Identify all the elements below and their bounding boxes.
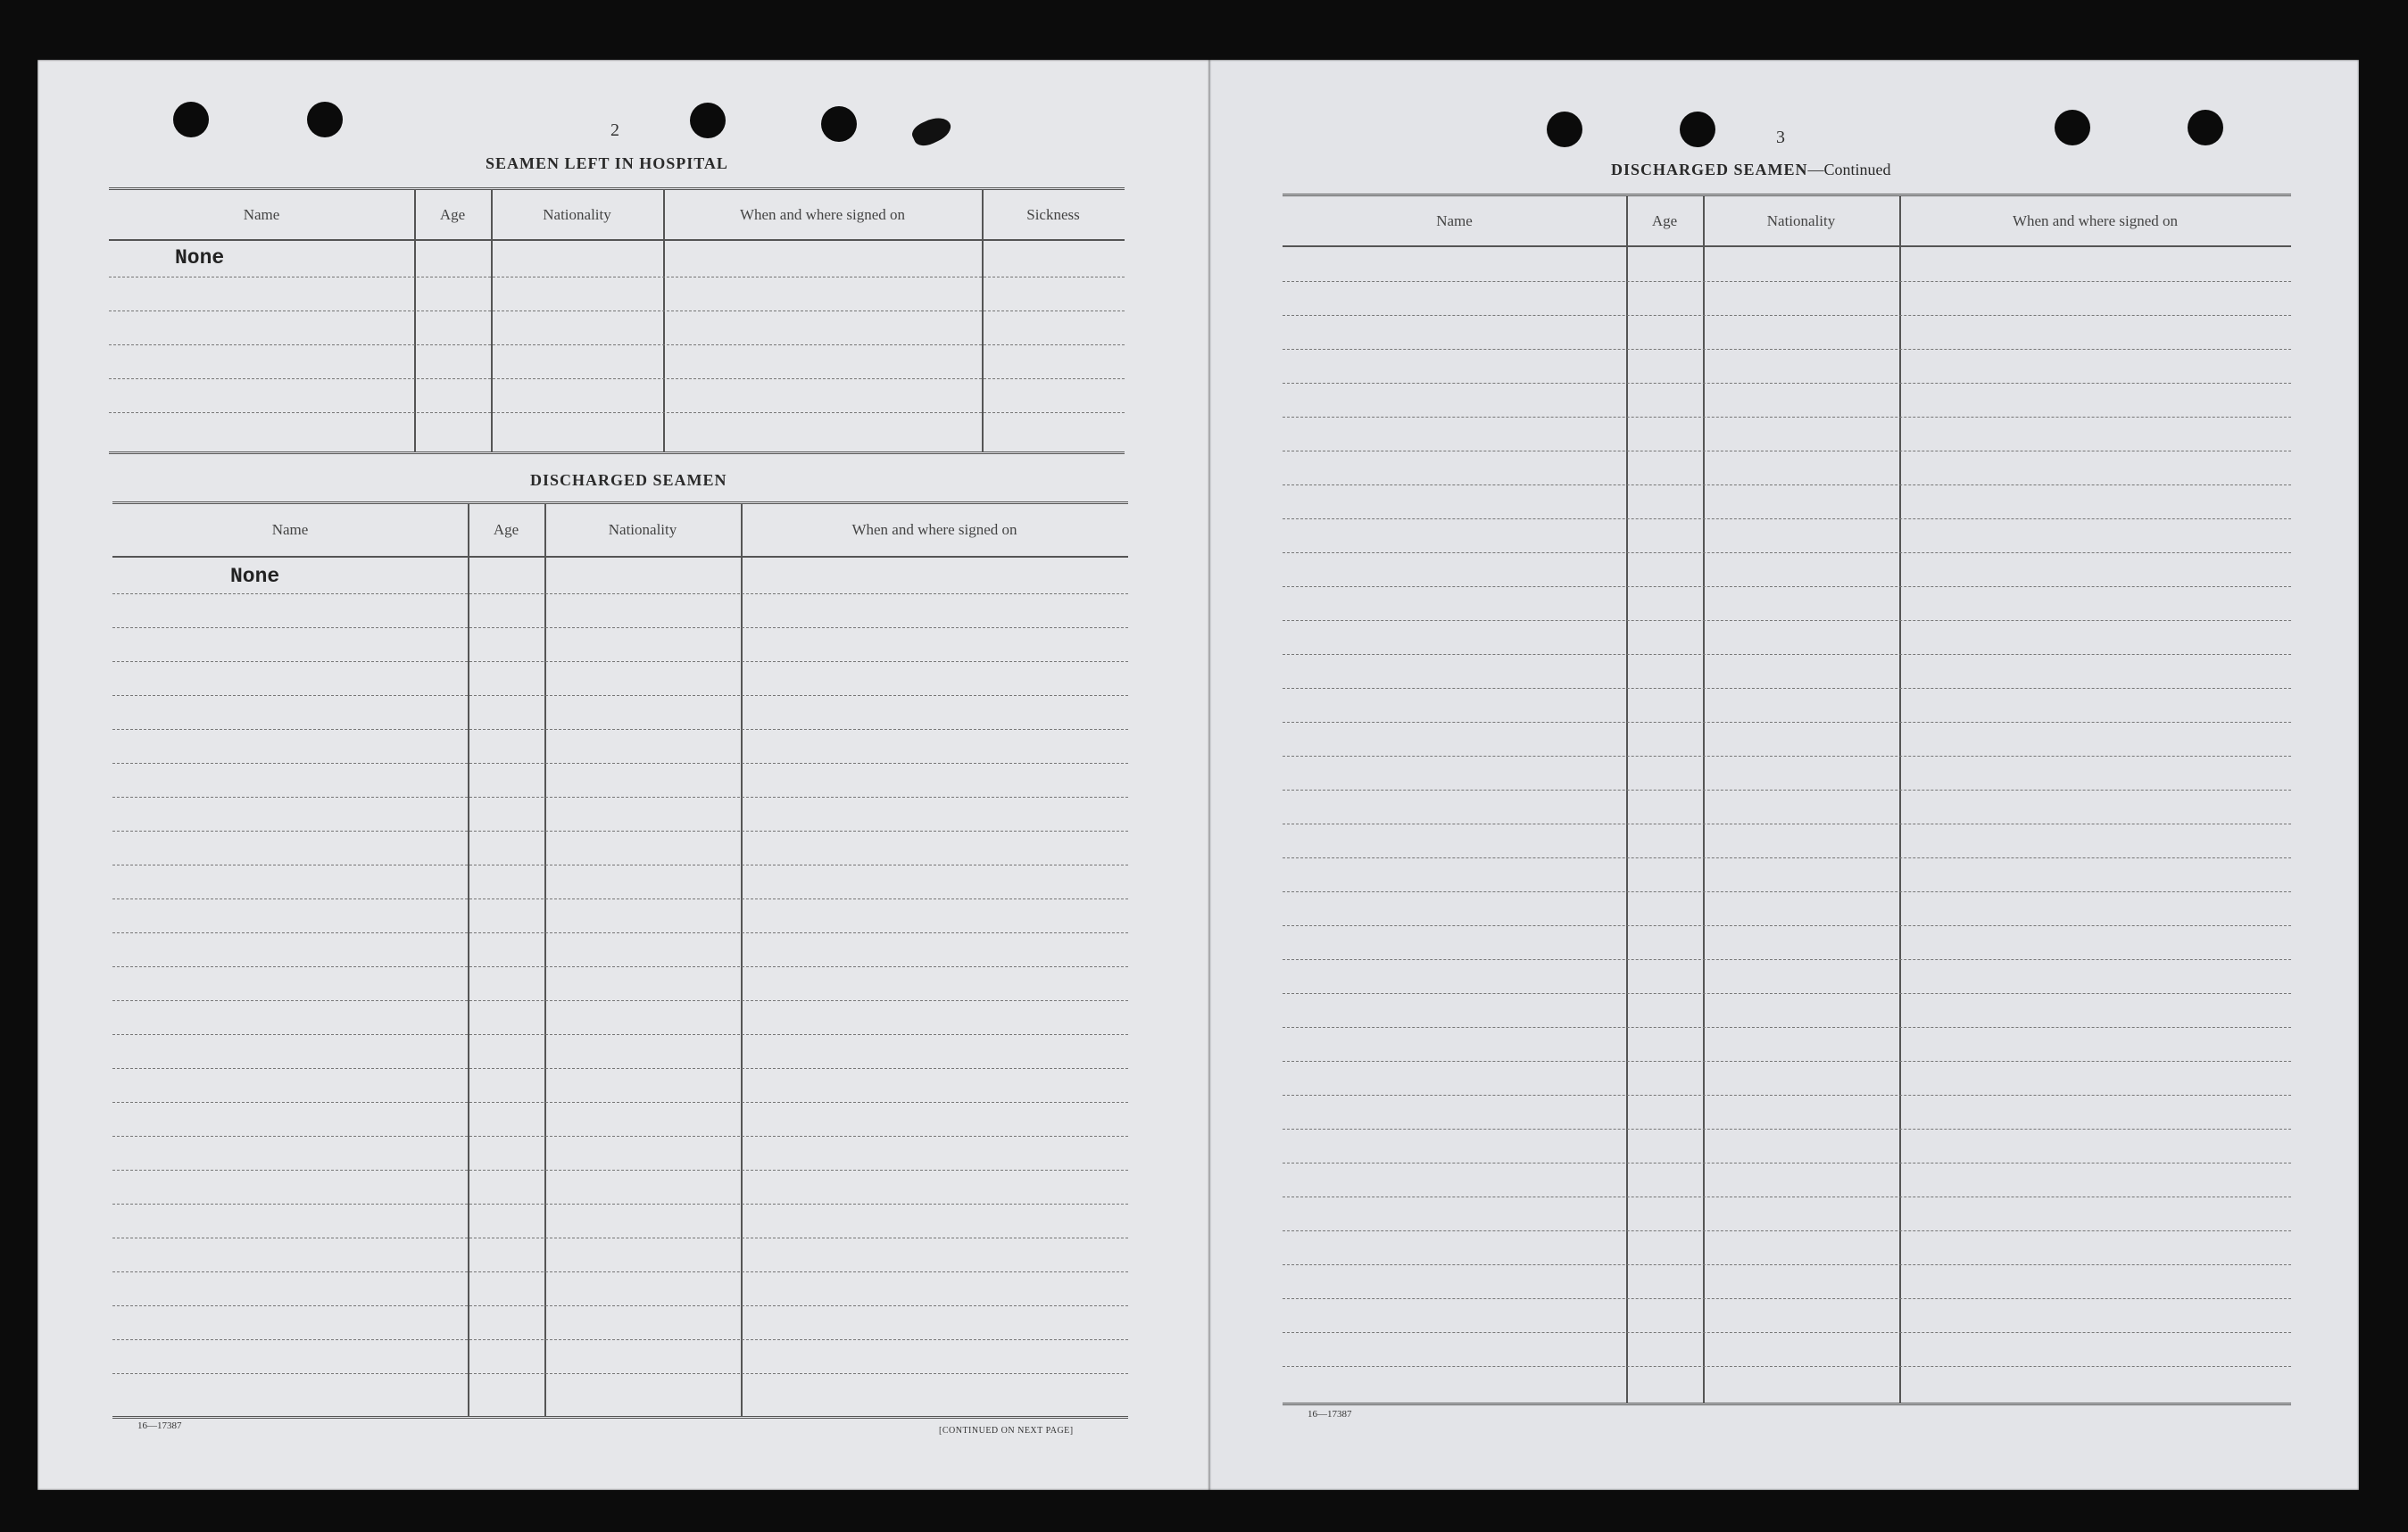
discharged-continued-title — [1611, 161, 1891, 179]
table-row — [112, 763, 1128, 764]
column-divider — [1899, 196, 1901, 1403]
punch-hole-icon — [2188, 110, 2223, 145]
hospital-section-title: SEAMEN LEFT IN HOSPITAL — [486, 154, 728, 172]
table-row — [1283, 1061, 2291, 1062]
column-header-signed-on: When and where signed on — [741, 504, 1128, 558]
form-code: 16—17387 — [1308, 1409, 1352, 1420]
right-page — [1209, 60, 2359, 1490]
form-code: 16—17387 — [137, 1420, 182, 1431]
table-row — [112, 831, 1128, 832]
column-header-nationality: Nationality — [544, 504, 741, 558]
table-row — [1283, 756, 2291, 757]
discharged-entry-name: None — [230, 565, 280, 588]
table-row — [1283, 925, 2291, 926]
column-divider — [544, 504, 546, 1416]
table-row — [1283, 722, 2291, 723]
discharged-continued-table — [1283, 194, 2291, 1405]
discharged-section-title: DISCHARGED SEAMEN — [530, 471, 727, 489]
ink-blot-icon — [909, 112, 955, 150]
table-row — [112, 593, 1128, 594]
table-row — [112, 1102, 1128, 1103]
table-row — [1283, 417, 2291, 418]
table-row — [1283, 790, 2291, 791]
table-row — [112, 932, 1128, 933]
table-row — [112, 1000, 1128, 1001]
column-header-sickness: Sickness — [982, 190, 1125, 241]
page-number: 3 — [1776, 128, 1785, 147]
column-header-name: Name — [109, 190, 414, 241]
table-row — [1283, 1332, 2291, 1333]
column-header-name: Name — [1283, 196, 1626, 247]
table-row — [109, 344, 1125, 345]
punch-hole-icon — [690, 103, 726, 138]
table-row — [112, 1136, 1128, 1137]
table-row — [109, 378, 1125, 379]
table-row — [1283, 586, 2291, 587]
table-row — [1283, 1129, 2291, 1130]
punch-hole-icon — [1547, 112, 1582, 147]
discharged-continued-title-suffix: —Continued — [1807, 161, 1891, 178]
table-row — [112, 1373, 1128, 1374]
table-row — [1283, 959, 2291, 960]
page-number: 2 — [610, 120, 619, 140]
table-row — [112, 898, 1128, 899]
column-divider — [468, 504, 469, 1416]
table-row — [112, 1068, 1128, 1069]
table-row — [112, 1034, 1128, 1035]
table-row — [1283, 1027, 2291, 1028]
table-row — [112, 729, 1128, 730]
table-row — [112, 1170, 1128, 1171]
table-row — [112, 627, 1128, 628]
table-row — [112, 966, 1128, 967]
table-row — [1283, 1366, 2291, 1367]
punch-hole-icon — [307, 102, 343, 137]
table-row — [1283, 891, 2291, 892]
table-row — [1283, 315, 2291, 316]
left-page — [37, 60, 1209, 1490]
table-row — [1283, 688, 2291, 689]
table-row — [1283, 1264, 2291, 1265]
column-divider — [1703, 196, 1705, 1403]
column-header-signed-on: When and where signed on — [1899, 196, 2291, 247]
table-row — [109, 412, 1125, 413]
table-row — [1283, 552, 2291, 553]
table-row — [1283, 654, 2291, 655]
punch-hole-icon — [2055, 110, 2090, 145]
table-row — [112, 1204, 1128, 1205]
table-row — [112, 661, 1128, 662]
column-header-age: Age — [468, 504, 544, 558]
table-row — [112, 695, 1128, 696]
punch-hole-icon — [1680, 112, 1715, 147]
table-row — [1283, 857, 2291, 858]
table-row — [112, 1271, 1128, 1272]
table-row — [1283, 518, 2291, 519]
punch-hole-icon — [821, 106, 857, 142]
table-row — [1283, 484, 2291, 485]
punch-hole-icon — [173, 102, 209, 137]
column-header-signed-on: When and where signed on — [663, 190, 982, 241]
table-row — [1283, 620, 2291, 621]
table-row — [1283, 281, 2291, 282]
table-row — [1283, 383, 2291, 384]
column-divider — [1626, 196, 1628, 1403]
continued-note: [CONTINUED ON NEXT PAGE] — [939, 1426, 1074, 1436]
table-row — [1283, 349, 2291, 350]
table-row — [112, 1305, 1128, 1306]
column-header-name: Name — [112, 504, 468, 558]
table-row — [112, 797, 1128, 798]
column-header-nationality: Nationality — [1703, 196, 1899, 247]
table-row — [1283, 993, 2291, 994]
table-row — [1283, 1230, 2291, 1231]
hospital-table — [109, 187, 1125, 454]
table-row — [1283, 1095, 2291, 1096]
table-row — [1283, 1298, 2291, 1299]
column-divider — [741, 504, 743, 1416]
hospital-entry-name: None — [175, 246, 225, 269]
discharged-table — [112, 501, 1128, 1419]
column-header-nationality: Nationality — [491, 190, 663, 241]
discharged-continued-title-main: DISCHARGED SEAMEN — [1611, 161, 1808, 178]
column-header-age: Age — [414, 190, 491, 241]
table-row — [112, 1339, 1128, 1340]
column-header-age: Age — [1626, 196, 1703, 247]
